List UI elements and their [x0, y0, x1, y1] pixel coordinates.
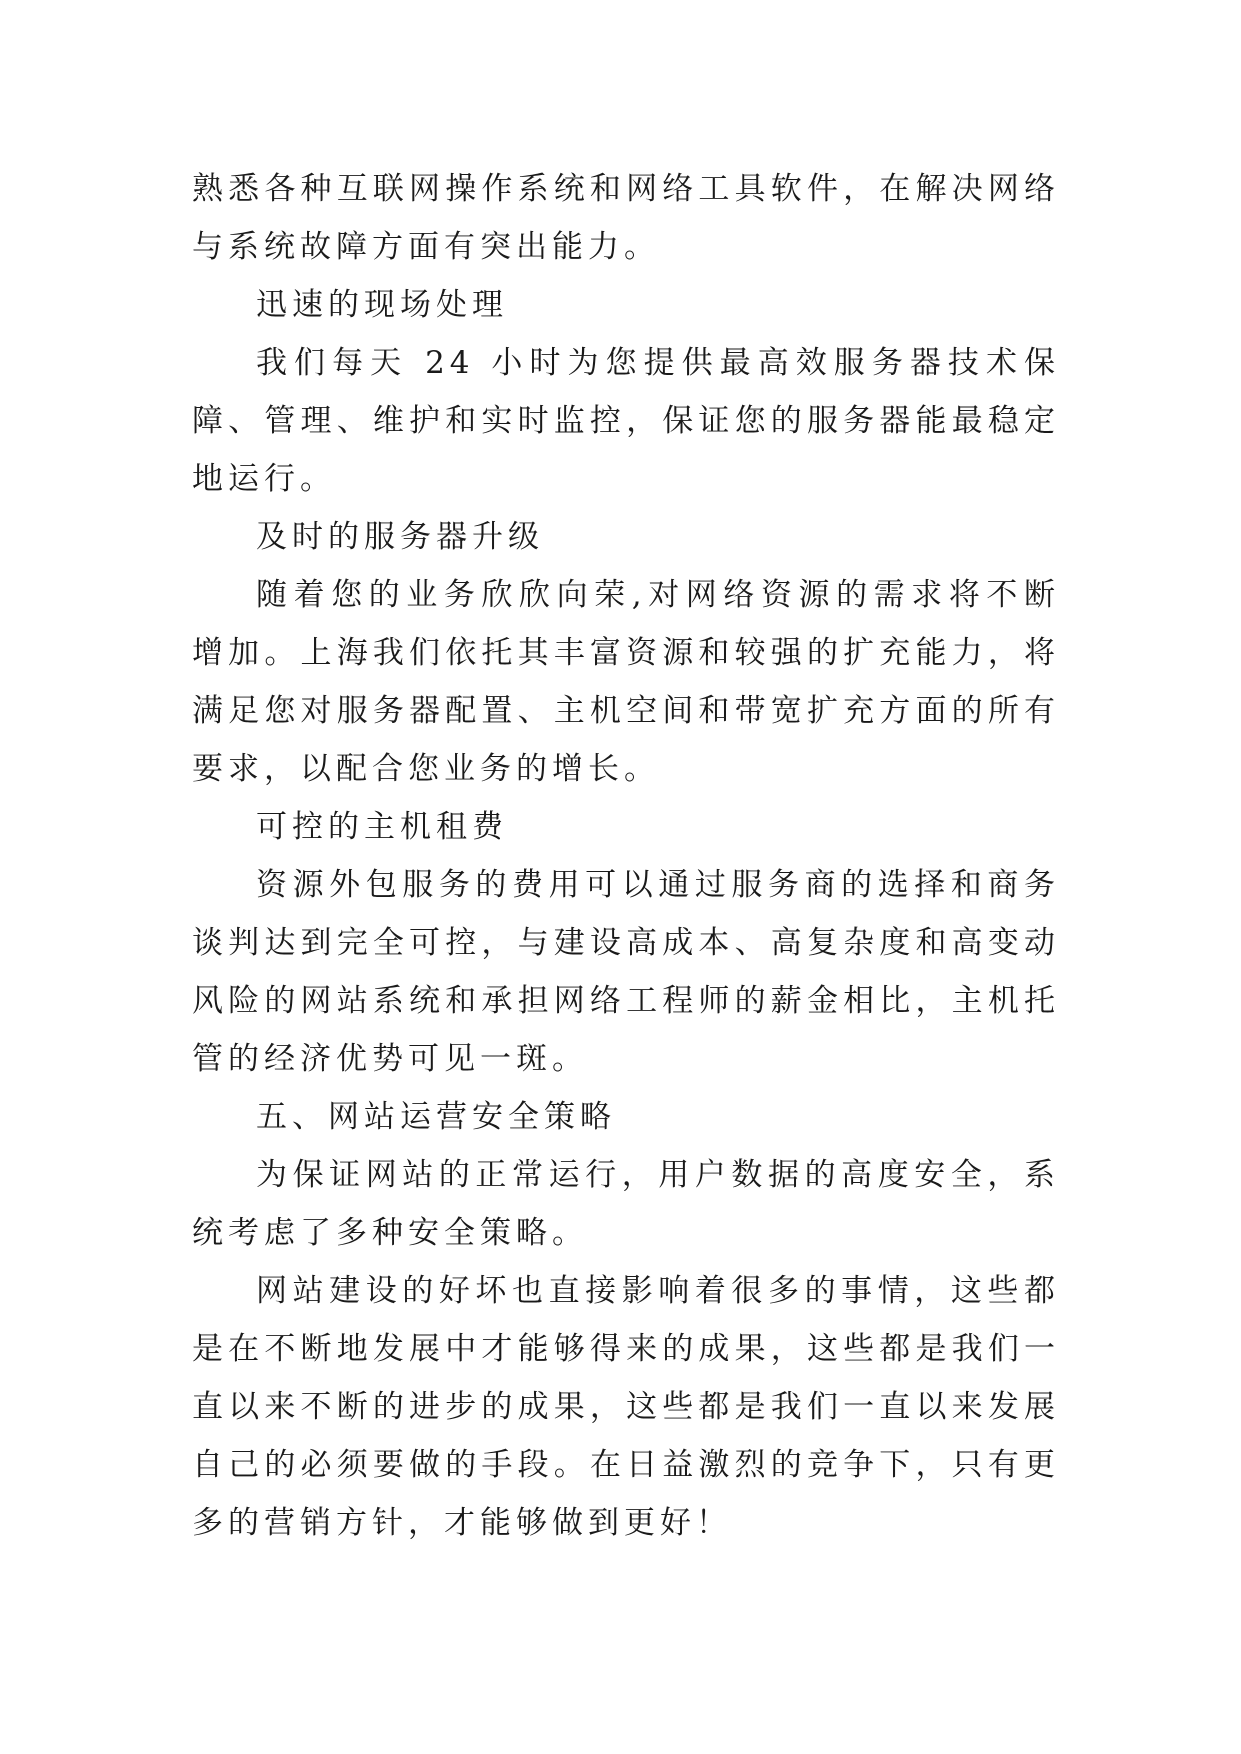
heading-controllable-cost: 可控的主机租费 [256, 809, 508, 845]
paragraph-conclusion: 网站建设的好坏也直接影响着很多的事情，这些都是在不断地发展中才能够得来的成果，这些都是我们一直以来不断的进步的成果，这些都是我们一直以来发展自己的必须要做的手段。在日益激烈的竞争下，只有更多的营销方针，才能够做到更好！ [192, 1273, 1060, 1541]
paragraph-outsourcing-cost: 资源外包服务的费用可以通过服务商的选择和商务谈判达到完全可控，与建设高成本、高复杂度和高变动风险的网站系统和承担网络工程师的薪金相比，主机托管的经济优势可见一斑。 [192, 867, 1060, 1077]
paragraph-resource-growth: 随着您的业务欣欣向荣,对网络资源的需求将不断增加。上海我们依托其丰富资源和较强的扩充能力，将满足您对服务器配置、主机空间和带宽扩充方面的所有要求，以配合您业务的增长。 [192, 577, 1060, 787]
document-body [192, 160, 1060, 1552]
heading-server-upgrade: 及时的服务器升级 [256, 519, 544, 555]
heading-rapid-onsite-handling: 迅速的现场处理 [256, 287, 508, 323]
paragraph-continued: 熟悉各种互联网操作系统和网络工具软件，在解决网络与系统故障方面有突出能力。 [192, 171, 1060, 265]
paragraph-24h-support: 我们每天 24 小时为您提供最高效服务器技术保障、管理、维护和实时监控，保证您的服务器能最稳定地运行。 [192, 345, 1060, 497]
paragraph-security-policies: 为保证网站的正常运行，用户数据的高度安全，系统考虑了多种安全策略。 [192, 1157, 1060, 1251]
heading-security-strategy: 五、网站运营安全策略 [256, 1099, 616, 1135]
